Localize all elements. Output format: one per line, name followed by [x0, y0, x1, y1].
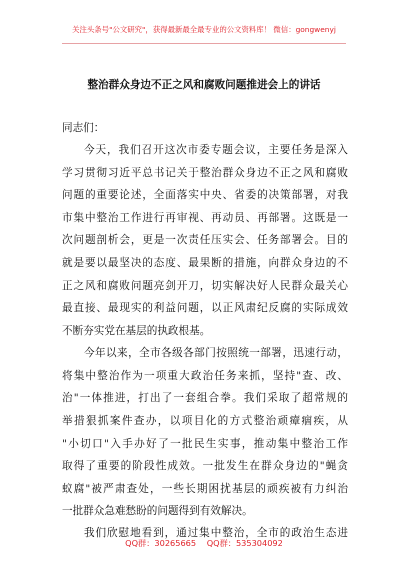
body-line: 蚁腐"被严肃查处，一些长期困扰基层的顽疾被有力纠治: [62, 483, 348, 495]
body-line: 问题的重要论述，全面落实中央、省委的决策部署，对我: [62, 189, 348, 201]
body-line: 学习贯彻习近平总书记关于整治群众身边不正之风和腐败: [62, 167, 348, 179]
body-line: 今天，我们召开这次市委专题会议，主要任务是深入: [84, 144, 348, 156]
body-line: "小切口"入手办好了一批民生实事，推动集中整治工作: [62, 438, 348, 450]
header-banner: 关注头条号"公文研究"，获得最新最全最专业的公文资料库！ 微信：gongwenyj: [72, 25, 336, 34]
body-line: 我们欣慰地看到，通过集中整治，全市的政治生态进: [84, 527, 348, 539]
body-line: 取得了重要的阶段性成效。一批发生在群众身边的"蝇贪: [62, 460, 348, 472]
footer: [0, 538, 408, 549]
body-line: 今年以来，全市各级各部门按照统一部署，迅速行动，: [84, 347, 348, 359]
body-line: 举措狠抓案件查办，以项目化的方式整治顽瘴痼疾，从: [62, 415, 348, 427]
salutation: 同志们：: [62, 122, 105, 134]
body-line: 治"一体推进，打出了一套组合拳。我们采取了超常规的: [62, 392, 348, 404]
body-line: 不断夯实党在基层的执政根基。: [62, 325, 211, 337]
footer-qq-group-2: QQ群：535304092: [206, 538, 283, 548]
body-line: 次问题剖析会，更是一次责任压实会、任务部署会。目的: [62, 234, 348, 246]
document-title: 整治群众身边不正之风和腐败问题推进会上的讲话: [87, 79, 321, 91]
body-line: 一批群众急难愁盼的问题得到有效解决。: [62, 505, 253, 517]
body-line: 就是要以最坚决的态度、最果断的措施，向群众身边的不: [62, 257, 348, 269]
body-line: 最直接、最现实的利益问题，以正风肃纪反腐的实际成效: [62, 302, 348, 314]
header-divider: [62, 43, 346, 44]
footer-qq-group-1: QQ群：30265665: [125, 538, 197, 548]
body-line: 正之风和腐败问题亮剑开刀，切实解决好人民群众最关心: [62, 280, 348, 292]
body-line: 将集中整治作为一项重大政治任务来抓，坚持"查、改、: [62, 370, 348, 382]
body-line: 市集中整治工作进行再审视、再动员、再部署。这既是一: [62, 212, 348, 224]
